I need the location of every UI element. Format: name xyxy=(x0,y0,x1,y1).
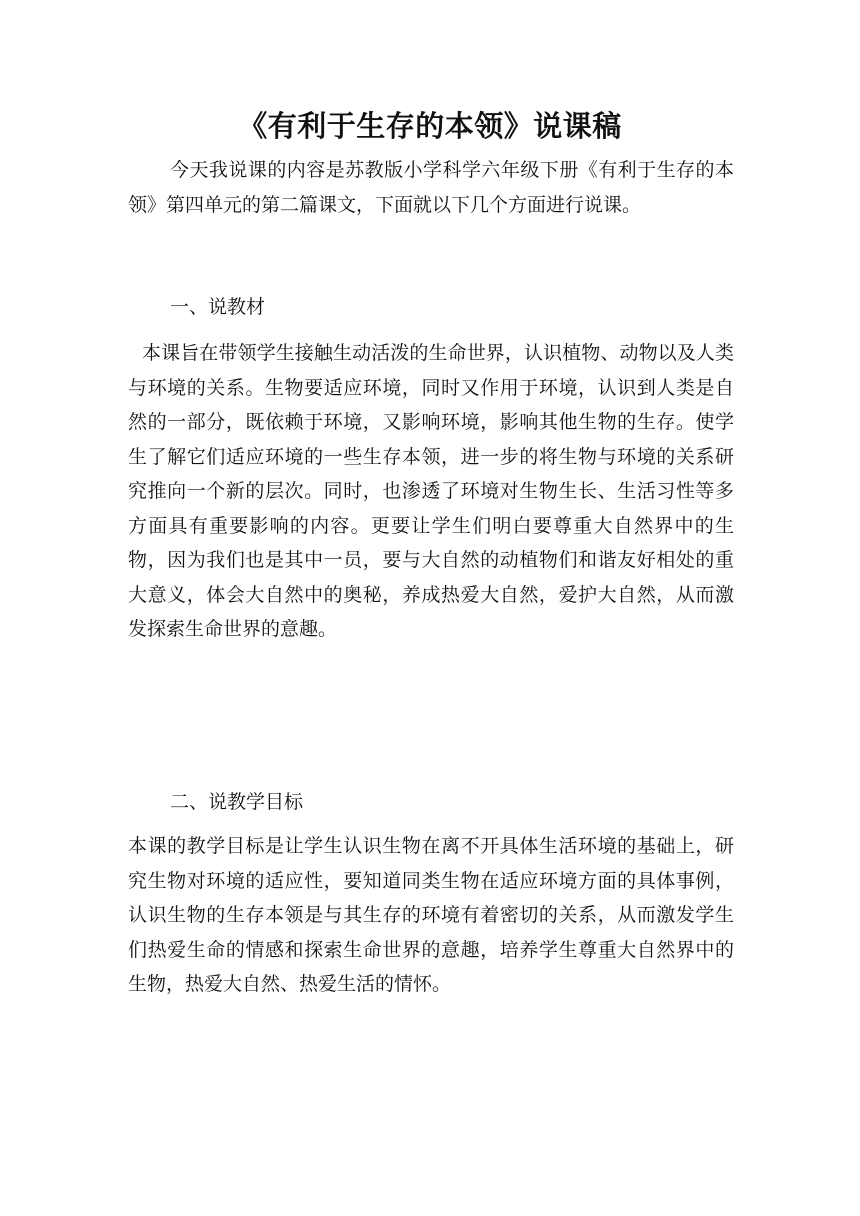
section-heading-textbook: 一、说教材 xyxy=(170,296,266,318)
intro-paragraph: 今天我说课的内容是苏教版小学科学六年级下册《有利于生存的本领》第四单元的第二篇课文，下面就以下几个方面进行说课。 xyxy=(128,159,734,216)
section-heading-objectives: 二、说教学目标 xyxy=(170,791,304,813)
section-body-objectives: 本课的教学目标是让学生认识生物在离不开具体生活环境的基础上，研究生物对环境的适应性，要知道同类生物在适应环境方面的具体事例，认识生物的生存本领是与其生存的环境有着密切的关系，从而激发学生们热爱生命的情感和探索生命世界的意趣，培养学生尊重大自然界中的生物，热爱大自然、热爱生活的情怀。 xyxy=(128,835,734,995)
section-body-textbook: 本课旨在带领学生接触生动活泼的生命世界，认识植物、动物以及人类与环境的关系。生物要适应环境，同时又作用于环境，认识到人类是自然的一部分，既依赖于环境，又影响环境，影响其他生物的生存。使学生了解它们适应环境的一些生存本领，进一步的将生物与环境的关系研究推向一个新的层次。同时，也渗透了环境对生物生长、生活习性等多方面具有重要影响的内容。更要让学生们明白要尊重大自然界中的生物，因为我们也是其中一员，要与大自然的动植物们和谐友好相处的重大意义，体会大自然中的奥秘，养成热爱大自然，爱护大自然，从而激发探索生命世界的意趣。 xyxy=(128,342,734,640)
document-title: 《有利于生存的本领》说课稿 xyxy=(238,109,622,143)
